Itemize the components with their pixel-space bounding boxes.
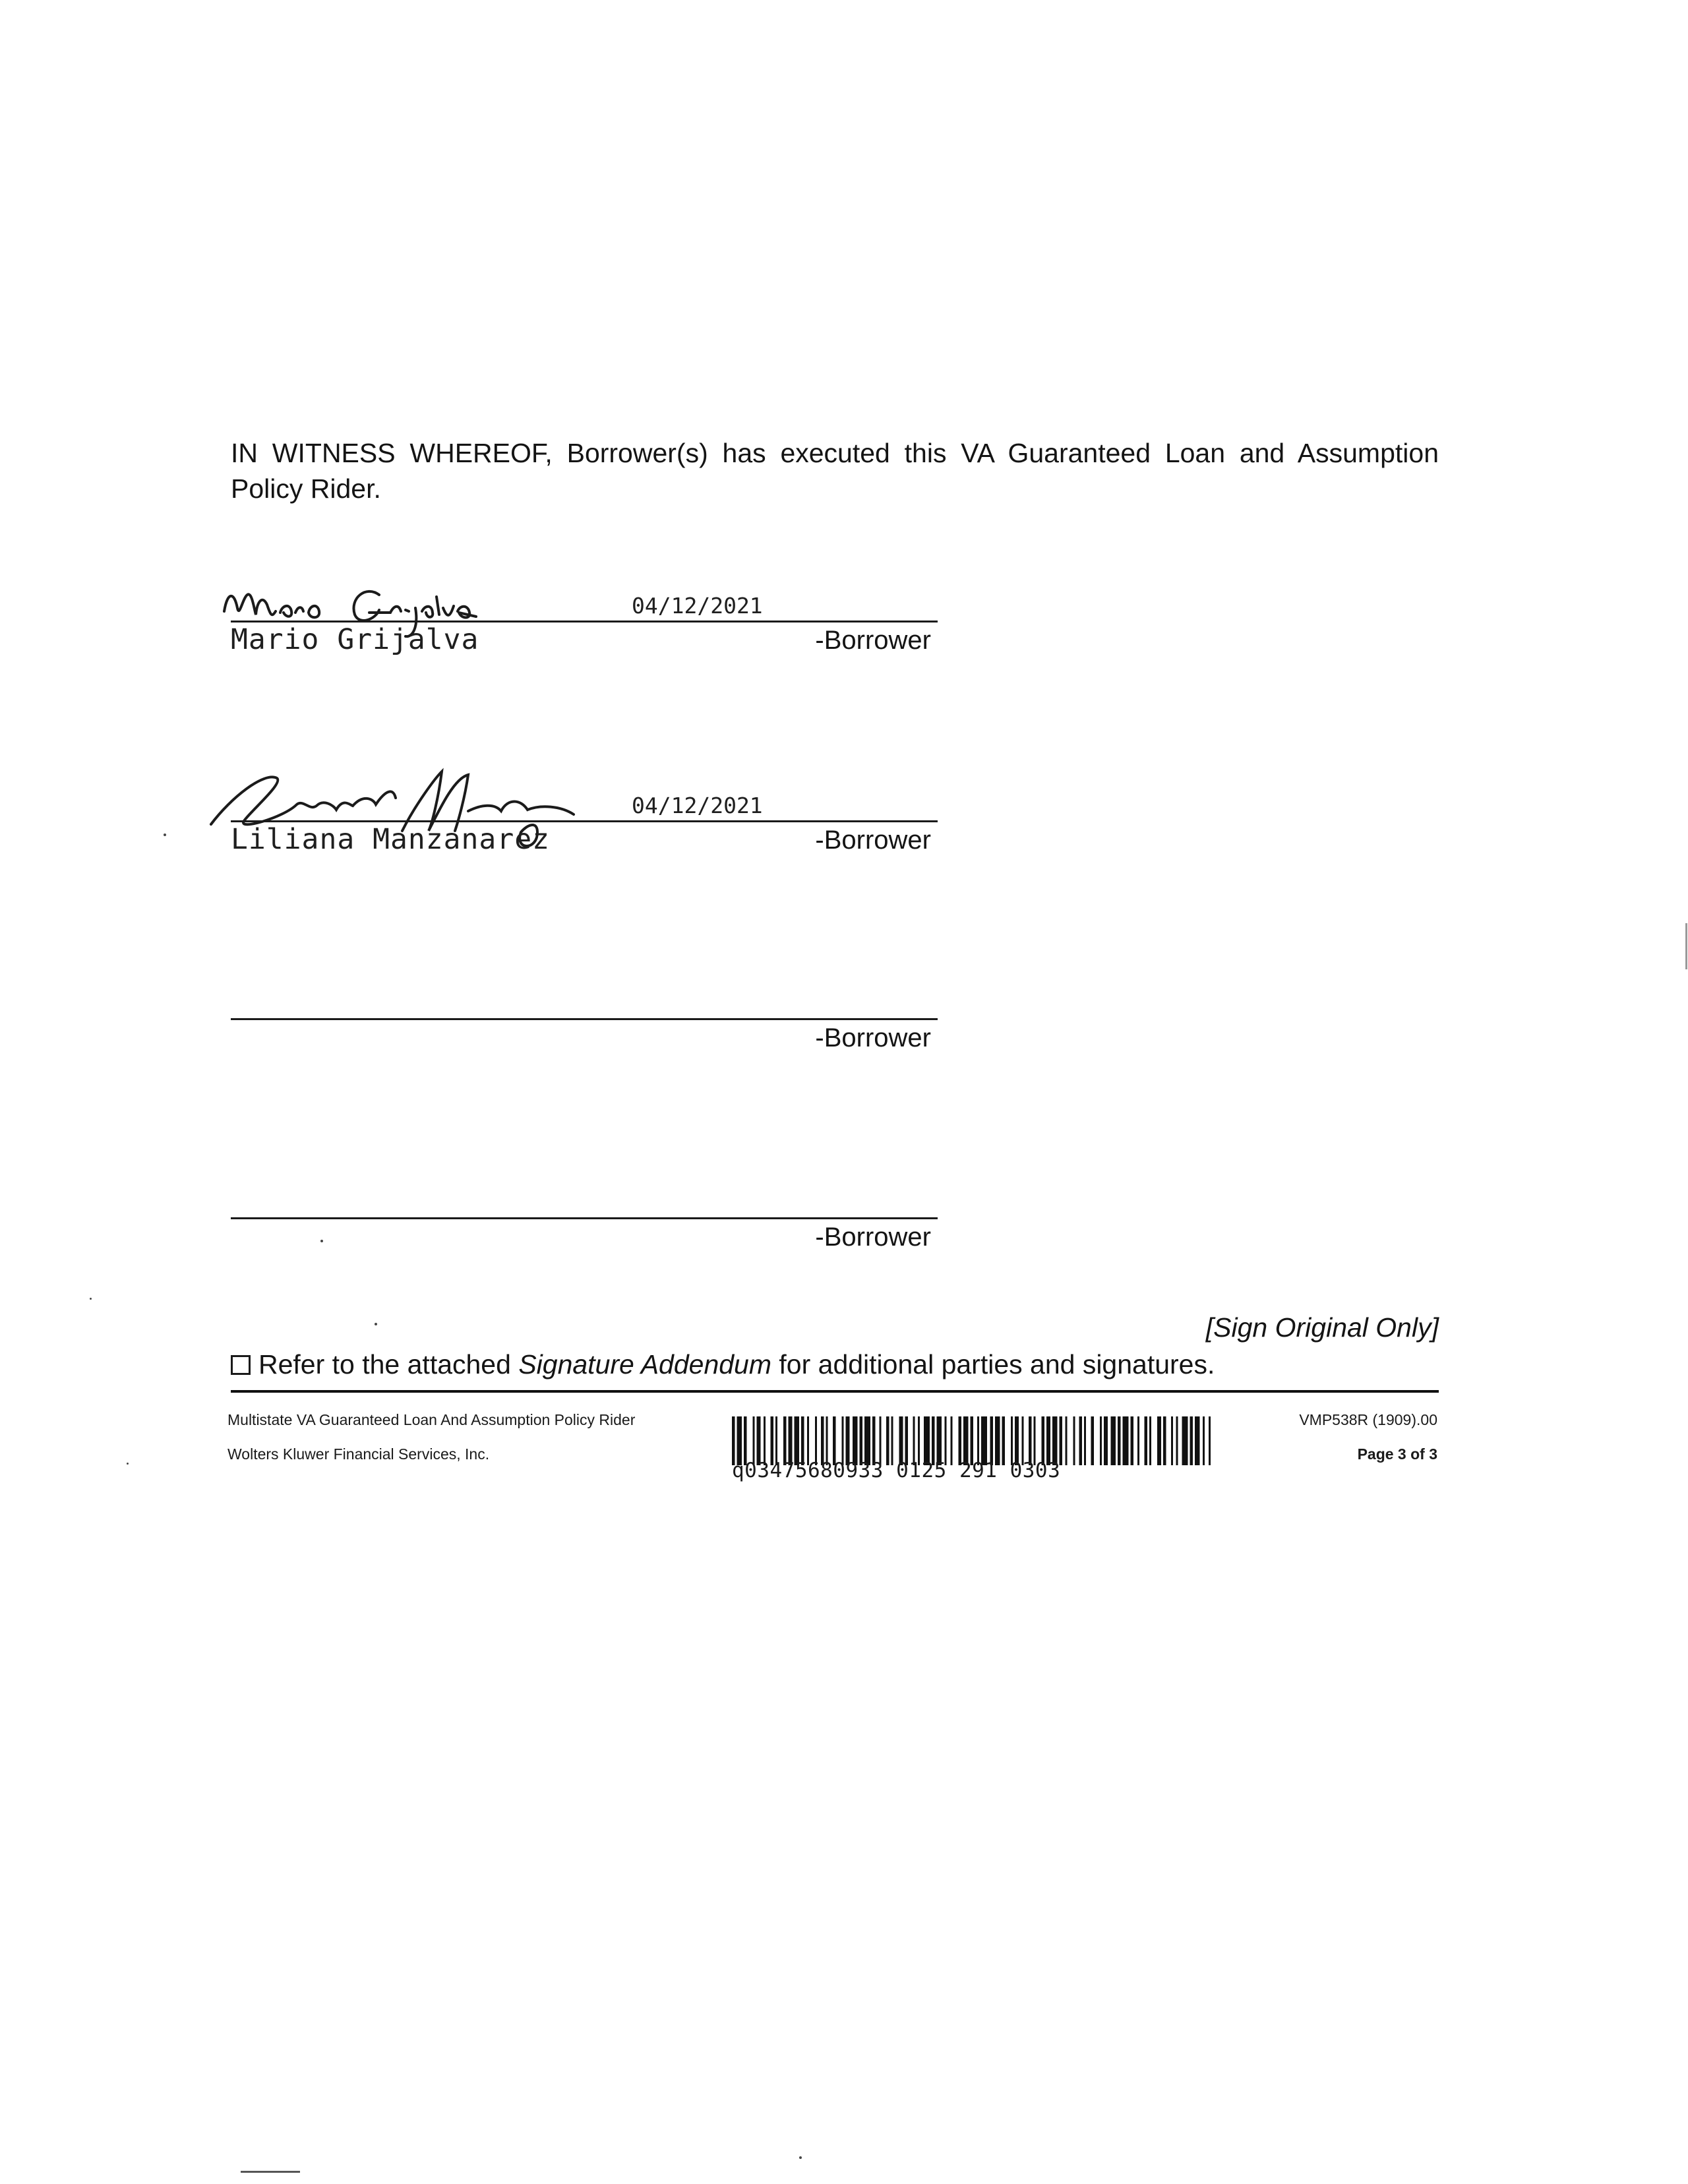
scan-speck [90, 1298, 92, 1300]
barcode-bar [771, 1416, 774, 1465]
barcode-bar [1209, 1416, 1211, 1465]
footer-page-number: Page 3 of 3 [1357, 1445, 1437, 1463]
scan-speck [375, 1323, 377, 1325]
witness-paragraph [231, 435, 1439, 506]
scan-mark [241, 2171, 300, 2173]
barcode-bar [1118, 1416, 1121, 1465]
signature-line [231, 1217, 938, 1219]
barcode-bar [913, 1416, 915, 1465]
barcode-bar [753, 1416, 755, 1465]
barcode-bar [737, 1416, 742, 1465]
barcode-bar [1203, 1416, 1205, 1465]
barcode-bar [864, 1416, 870, 1465]
addendum-suffix: for additional parties and signatures. [771, 1349, 1215, 1380]
barcode-bar [833, 1416, 836, 1465]
barcode-bar [932, 1416, 935, 1465]
barcode-bar [1176, 1416, 1178, 1465]
barcode-bar [1137, 1416, 1139, 1465]
barcode-bar [1011, 1416, 1013, 1465]
signer-role: -Borrower [815, 1223, 931, 1252]
barcode-bar [1171, 1416, 1173, 1465]
barcode-bar [757, 1416, 761, 1465]
signer-name: Liliana Manzanarez [231, 823, 550, 856]
barcode-bar [886, 1416, 889, 1465]
barcode-bar [1002, 1416, 1006, 1465]
barcode-bar [1131, 1416, 1134, 1465]
barcode-bar [1066, 1416, 1068, 1465]
barcode-bar [775, 1416, 777, 1465]
barcode-bar [918, 1416, 920, 1465]
signature-date: 04/12/2021 [632, 593, 763, 619]
barcode-bar [1123, 1416, 1129, 1465]
barcode-bar [1029, 1416, 1032, 1465]
barcode-bar [1182, 1416, 1188, 1465]
barcode-bar [853, 1416, 858, 1465]
signature-block-4 [231, 1182, 938, 1261]
scan-speck [799, 2156, 802, 2159]
barcode-bar [1190, 1416, 1193, 1465]
barcode-bar [1042, 1416, 1045, 1465]
barcode-bar [924, 1416, 930, 1465]
barcode-bar [959, 1416, 962, 1465]
barcode-bar [891, 1416, 893, 1465]
witness-line-2: Policy Rider. [231, 473, 381, 504]
barcode-bar [815, 1416, 817, 1465]
signature-block-2 [231, 785, 938, 864]
barcode-bar [826, 1416, 828, 1465]
barcode-bar [783, 1416, 787, 1465]
signer-role: -Borrower [815, 626, 931, 655]
scan-speck [164, 834, 166, 836]
barcode-bar [1100, 1416, 1102, 1465]
barcode-bar [842, 1416, 844, 1465]
addendum-prefix: Refer to the attached [258, 1349, 519, 1380]
signature-block-1 [231, 585, 938, 664]
barcode-bar [937, 1416, 942, 1465]
barcode-bar [1084, 1416, 1086, 1465]
signature-addendum-note [231, 1349, 1215, 1380]
barcode-bar [1091, 1416, 1095, 1465]
barcode-bar [1104, 1416, 1108, 1465]
signature-date: 04/12/2021 [632, 793, 763, 818]
barcode-bar [1022, 1416, 1024, 1465]
barcode-bar [1157, 1416, 1161, 1465]
barcode-bar [821, 1416, 824, 1465]
addendum-checkbox[interactable] [231, 1355, 251, 1375]
signature-line [231, 820, 938, 822]
signature-line [231, 621, 938, 622]
barcode-bar [995, 1416, 1000, 1465]
sign-original-note: [Sign Original Only] [1205, 1312, 1439, 1343]
barcode-bar [1195, 1416, 1200, 1465]
barcode-bar [1060, 1416, 1063, 1465]
barcode [732, 1416, 1211, 1465]
barcode-bar [990, 1416, 994, 1465]
barcode-bar [1015, 1416, 1019, 1465]
barcode-bar [899, 1416, 903, 1465]
barcode-bar [951, 1416, 953, 1465]
barcode-bar [945, 1416, 947, 1465]
scan-speck [127, 1463, 129, 1465]
barcode-bar [905, 1416, 909, 1465]
signature-block-3 [231, 983, 938, 1062]
footer-publisher: Wolters Kluwer Financial Services, Inc. [227, 1445, 490, 1463]
barcode-bar [764, 1416, 766, 1465]
signer-name: Mario Grijalva [231, 623, 479, 656]
witness-line-1: IN WITNESS WHEREOF, Borrower(s) has executed this VA Guaranteed Loan and Assumption [231, 438, 1439, 468]
barcode-bar [1079, 1416, 1083, 1465]
barcode-bar [801, 1416, 804, 1465]
barcode-bar [971, 1416, 974, 1465]
signature-line [231, 1018, 938, 1020]
footer-form-title: Multistate VA Guaranteed Loan And Assumption Policy Rider [227, 1411, 636, 1428]
barcode-bar [1111, 1416, 1116, 1465]
barcode-number: q03475680933 0125 291 0303 [732, 1459, 1061, 1482]
barcode-bar [880, 1416, 882, 1465]
barcode-bar [963, 1416, 969, 1465]
scan-speck [320, 1240, 323, 1242]
barcode-bar [1052, 1416, 1058, 1465]
barcode-bar [744, 1416, 747, 1465]
barcode-bar [977, 1416, 979, 1465]
scan-edge-mark [1685, 923, 1687, 969]
barcode-bar [981, 1416, 987, 1465]
barcode-bar [1145, 1416, 1148, 1465]
footer-divider [231, 1390, 1439, 1393]
barcode-bar [795, 1416, 800, 1465]
footer-form-code: VMP538R (1909).00 [1299, 1411, 1437, 1428]
barcode-bar [1163, 1416, 1166, 1465]
barcode-bar [807, 1416, 809, 1465]
signer-role: -Borrower [815, 826, 931, 855]
signer-role: -Borrower [815, 1023, 931, 1052]
barcode-bar [732, 1416, 735, 1465]
barcode-bar [1073, 1416, 1075, 1465]
barcode-bar [1046, 1416, 1050, 1465]
barcode-bar [846, 1416, 850, 1465]
barcode-bar [860, 1416, 863, 1465]
barcode-bar [1149, 1416, 1151, 1465]
barcode-bar [1034, 1416, 1036, 1465]
barcode-bar [789, 1416, 793, 1465]
barcode-bar [872, 1416, 876, 1465]
addendum-emphasis: Signature Addendum [518, 1349, 772, 1380]
